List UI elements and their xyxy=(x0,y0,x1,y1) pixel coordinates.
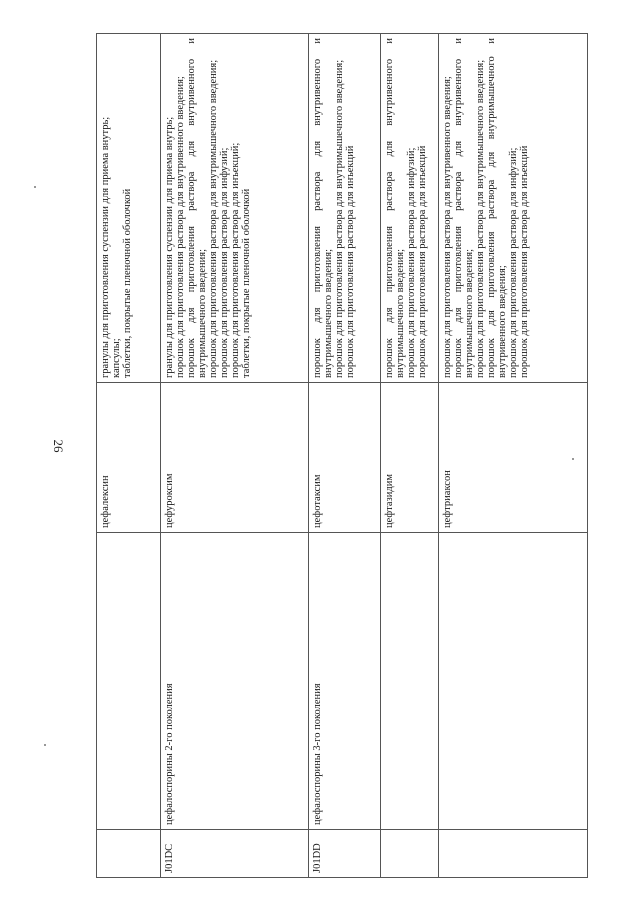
dosage-form-line: порошок для приготовления раствора для инъекций xyxy=(417,145,429,378)
substance-cell: цефуроксим xyxy=(161,383,309,533)
group-cell xyxy=(381,533,439,830)
dosage-form-line: порошок для приготовления раствора для инфузий; xyxy=(219,147,231,378)
drug-table xyxy=(96,33,588,878)
table-row xyxy=(309,34,381,878)
page-number: 26 xyxy=(51,439,66,453)
scan-speck xyxy=(34,186,36,188)
atc-code-cell xyxy=(97,830,161,878)
dosage-form-line: порошок для приготовления раствора для внутримышечного введения; xyxy=(475,59,487,378)
dosage-form-line: гранулы для приготовления суспензии для приема внутрь; xyxy=(100,116,111,378)
dosage-form-line: порошок для приготовления раствора для инфузий; xyxy=(406,147,418,378)
group-cell xyxy=(97,533,161,830)
dosage-forms-cell xyxy=(161,34,309,383)
group-cell xyxy=(439,533,588,830)
table-row xyxy=(97,34,161,878)
substance-cell: цефтриаксон xyxy=(439,383,588,533)
scan-speck xyxy=(572,458,574,460)
atc-code-cell: J01DC xyxy=(161,830,309,878)
dosage-form-line: порошок для приготовления раствора для инфузий; xyxy=(508,147,520,378)
table-row xyxy=(161,34,309,878)
dosage-form-line: таблетки, покрытые пленочной оболочкой xyxy=(122,188,134,378)
substance-cell: цефтазидим xyxy=(381,383,439,533)
atc-code-cell: J01DD xyxy=(309,830,381,878)
dosage-form-line: гранулы для приготовления суспензии для приема внутрь; xyxy=(164,116,175,378)
table-row xyxy=(439,34,588,878)
table-row xyxy=(381,34,439,878)
scan-speck xyxy=(44,744,46,746)
dosage-forms-cell xyxy=(439,34,588,383)
dosage-form-line: капсулы; xyxy=(111,338,123,378)
dosage-form-line: порошок для приготовления раствора для инъекций xyxy=(519,145,531,378)
rotated-page-content xyxy=(96,34,588,878)
group-cell: цефалоспорины 2-го поколения xyxy=(161,533,309,830)
dosage-form-line: порошок для приготовления раствора для внутривенного и внутримышечного введения; xyxy=(384,38,407,378)
dosage-form-line: порошок для приготовления раствора для внутривенного введения; xyxy=(175,76,187,378)
dosage-form-line: порошок для приготовления раствора для внутривенного и внутримышечного введения; xyxy=(312,38,335,378)
dosage-form-line: порошок для приготовления раствора для инъекций; xyxy=(230,142,242,378)
atc-code-cell xyxy=(439,830,588,878)
dosage-form-line: порошок для приготовления раствора для внутривенного и внутримышечного введения; xyxy=(453,38,476,378)
dosage-form-line: таблетки, покрытые пленочной оболочкой xyxy=(241,188,253,378)
dosage-form-line: порошок для приготовления раствора для инъекций xyxy=(345,145,357,378)
atc-code-cell xyxy=(381,830,439,878)
dosage-form-line: порошок для приготовления раствора для внутримышечного введения; xyxy=(208,59,220,378)
dosage-form-line: порошок для приготовления раствора для внутримышечного и внутривенного введения; xyxy=(486,38,509,378)
dosage-form-line: порошок для приготовления раствора для внутривенного введения; xyxy=(442,76,453,378)
dosage-forms-cell xyxy=(309,34,381,383)
group-cell: цефалоспорины 3-го поколения xyxy=(309,533,381,830)
dosage-forms-cell xyxy=(381,34,439,383)
dosage-forms-cell xyxy=(97,34,161,383)
dosage-form-line: порошок для приготовления раствора для внутримышечного введения; xyxy=(334,59,346,378)
substance-cell: цефотаксим xyxy=(309,383,381,533)
dosage-form-line: порошок для приготовления раствора для внутривенного и внутримышечного введения; xyxy=(186,38,209,378)
substance-cell: цефалексин xyxy=(97,383,161,533)
